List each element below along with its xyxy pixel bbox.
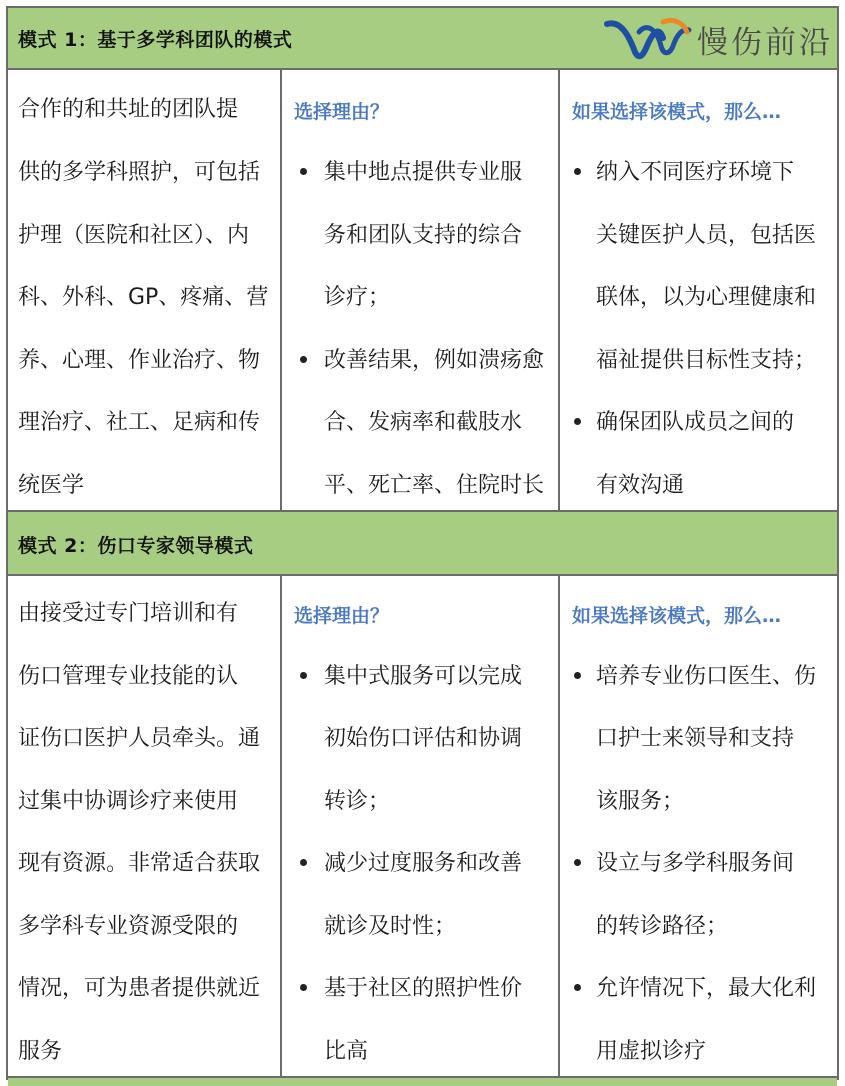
model2-if-line: 的转诊路径；: [596, 914, 729, 939]
bullet-icon: [574, 672, 581, 679]
model2-reason-line: 比高: [324, 1039, 369, 1064]
model2-reason-line: 转诊；: [324, 789, 391, 814]
model2-description-cell: [8, 576, 282, 1076]
model2-if-line: 该服务；: [596, 789, 685, 814]
model2-reason-line: 基于社区的照护性价: [324, 976, 523, 1001]
model2-reason-line: 初始伤口评估和协调: [324, 726, 523, 751]
bullet-icon: [574, 168, 581, 175]
model2-reason-line: 就诊及时性；: [324, 914, 457, 939]
model1-reason-line: 平、死亡率、住院时长: [324, 473, 545, 498]
model1-if-line: 联体，以为心理健康和: [596, 285, 817, 310]
model1-desc-line: 理治疗、社工、足病和传: [18, 410, 261, 435]
model2-if-line: 口护士来领导和支持: [596, 726, 795, 751]
model2-reason-line: 集中式服务可以完成: [324, 664, 523, 689]
model1-if-line: 纳入不同医疗环境下: [596, 160, 795, 185]
model2-desc-line: 由接受过专门培训和有: [18, 601, 239, 626]
model2-if-heading: 如果选择该模式，那么…: [572, 605, 782, 627]
model2-reason-line: 减少过度服务和改善: [324, 851, 523, 876]
model1-if-cell: [560, 70, 837, 510]
model2-reasons-heading: 选择理由？: [294, 605, 390, 627]
model1-desc-line: 统医学: [18, 473, 85, 498]
next-header-band: [8, 1076, 837, 1086]
model1-reasons-cell: [282, 70, 560, 510]
model2-desc-line: 证伤口医护人员牵头。通: [18, 726, 261, 751]
model1-description-cell: [8, 70, 282, 510]
model2-desc-line: 伤口管理专业技能的认: [18, 664, 239, 689]
brand-logo: [603, 12, 833, 64]
model2-if-line: 设立与多学科服务间: [596, 851, 795, 876]
logo-text: 慢伤前沿: [697, 25, 833, 61]
model1-reason-line: 务和团队支持的综合: [324, 223, 523, 248]
model2-header-band: [8, 510, 837, 576]
model1-reasons-heading: 选择理由？: [294, 101, 390, 123]
model2-desc-line: 服务: [18, 1039, 63, 1064]
model1-reason-line: 集中地点提供专业服: [324, 160, 523, 185]
model1-reason-line: 诊疗；: [324, 285, 391, 310]
wave-logo-icon: [603, 16, 695, 62]
model1-desc-line: 合作的和共址的团队提: [18, 97, 239, 122]
model1-desc-line: 科、外科、GP、疼痛、营: [18, 285, 269, 310]
model1-reason-line: 合、发病率和截肢水: [324, 410, 523, 435]
bullet-icon: [574, 859, 581, 866]
bullet-icon: [300, 168, 307, 175]
model2-desc-line: 多学科专业资源受限的: [18, 914, 239, 939]
model1-if-heading: 如果选择该模式，那么…: [572, 101, 782, 123]
model1-desc-line: 养、心理、作业治疗、物: [18, 348, 261, 373]
model2-if-line: 允许情况下，最大化利: [596, 976, 817, 1001]
bullet-icon: [300, 859, 307, 866]
model2-desc-line: 现有资源。非常适合获取: [18, 851, 261, 876]
model2-desc-line: 情况，可为患者提供就近: [18, 976, 261, 1001]
bullet-icon: [300, 356, 307, 363]
model2-if-line: 培养专业伤口医生、伤: [596, 664, 817, 689]
bullet-icon: [300, 984, 307, 991]
model1-header-band: [8, 8, 837, 70]
model2-if-line: 用虚拟诊疗: [596, 1039, 707, 1064]
model1-desc-line: 护理（医院和社区）、内: [18, 223, 250, 248]
table-frame: [6, 6, 839, 1080]
model2-reasons-cell: [282, 576, 560, 1076]
model1-row: [8, 70, 837, 510]
model1-if-line: 关键医护人员，包括医: [596, 223, 817, 248]
model2-title: 模式 2：伤口专家领导模式: [18, 535, 254, 557]
model1-if-line: 确保团队成员之间的: [596, 410, 795, 435]
bullet-icon: [574, 418, 581, 425]
bullet-icon: [574, 984, 581, 991]
model1-desc-line: 供的多学科照护，可包括: [18, 160, 261, 185]
model1-if-line: 福祉提供目标性支持；: [596, 348, 817, 373]
bullet-icon: [300, 672, 307, 679]
model1-title: 模式 1：基于多学科团队的模式: [18, 29, 293, 51]
model1-if-line: 有效沟通: [596, 473, 685, 498]
model1-reason-line: 改善结果，例如溃疡愈: [324, 348, 545, 373]
model2-if-cell: [560, 576, 837, 1076]
model2-row: [8, 576, 837, 1076]
model2-desc-line: 过集中协调诊疗来使用: [18, 789, 239, 814]
